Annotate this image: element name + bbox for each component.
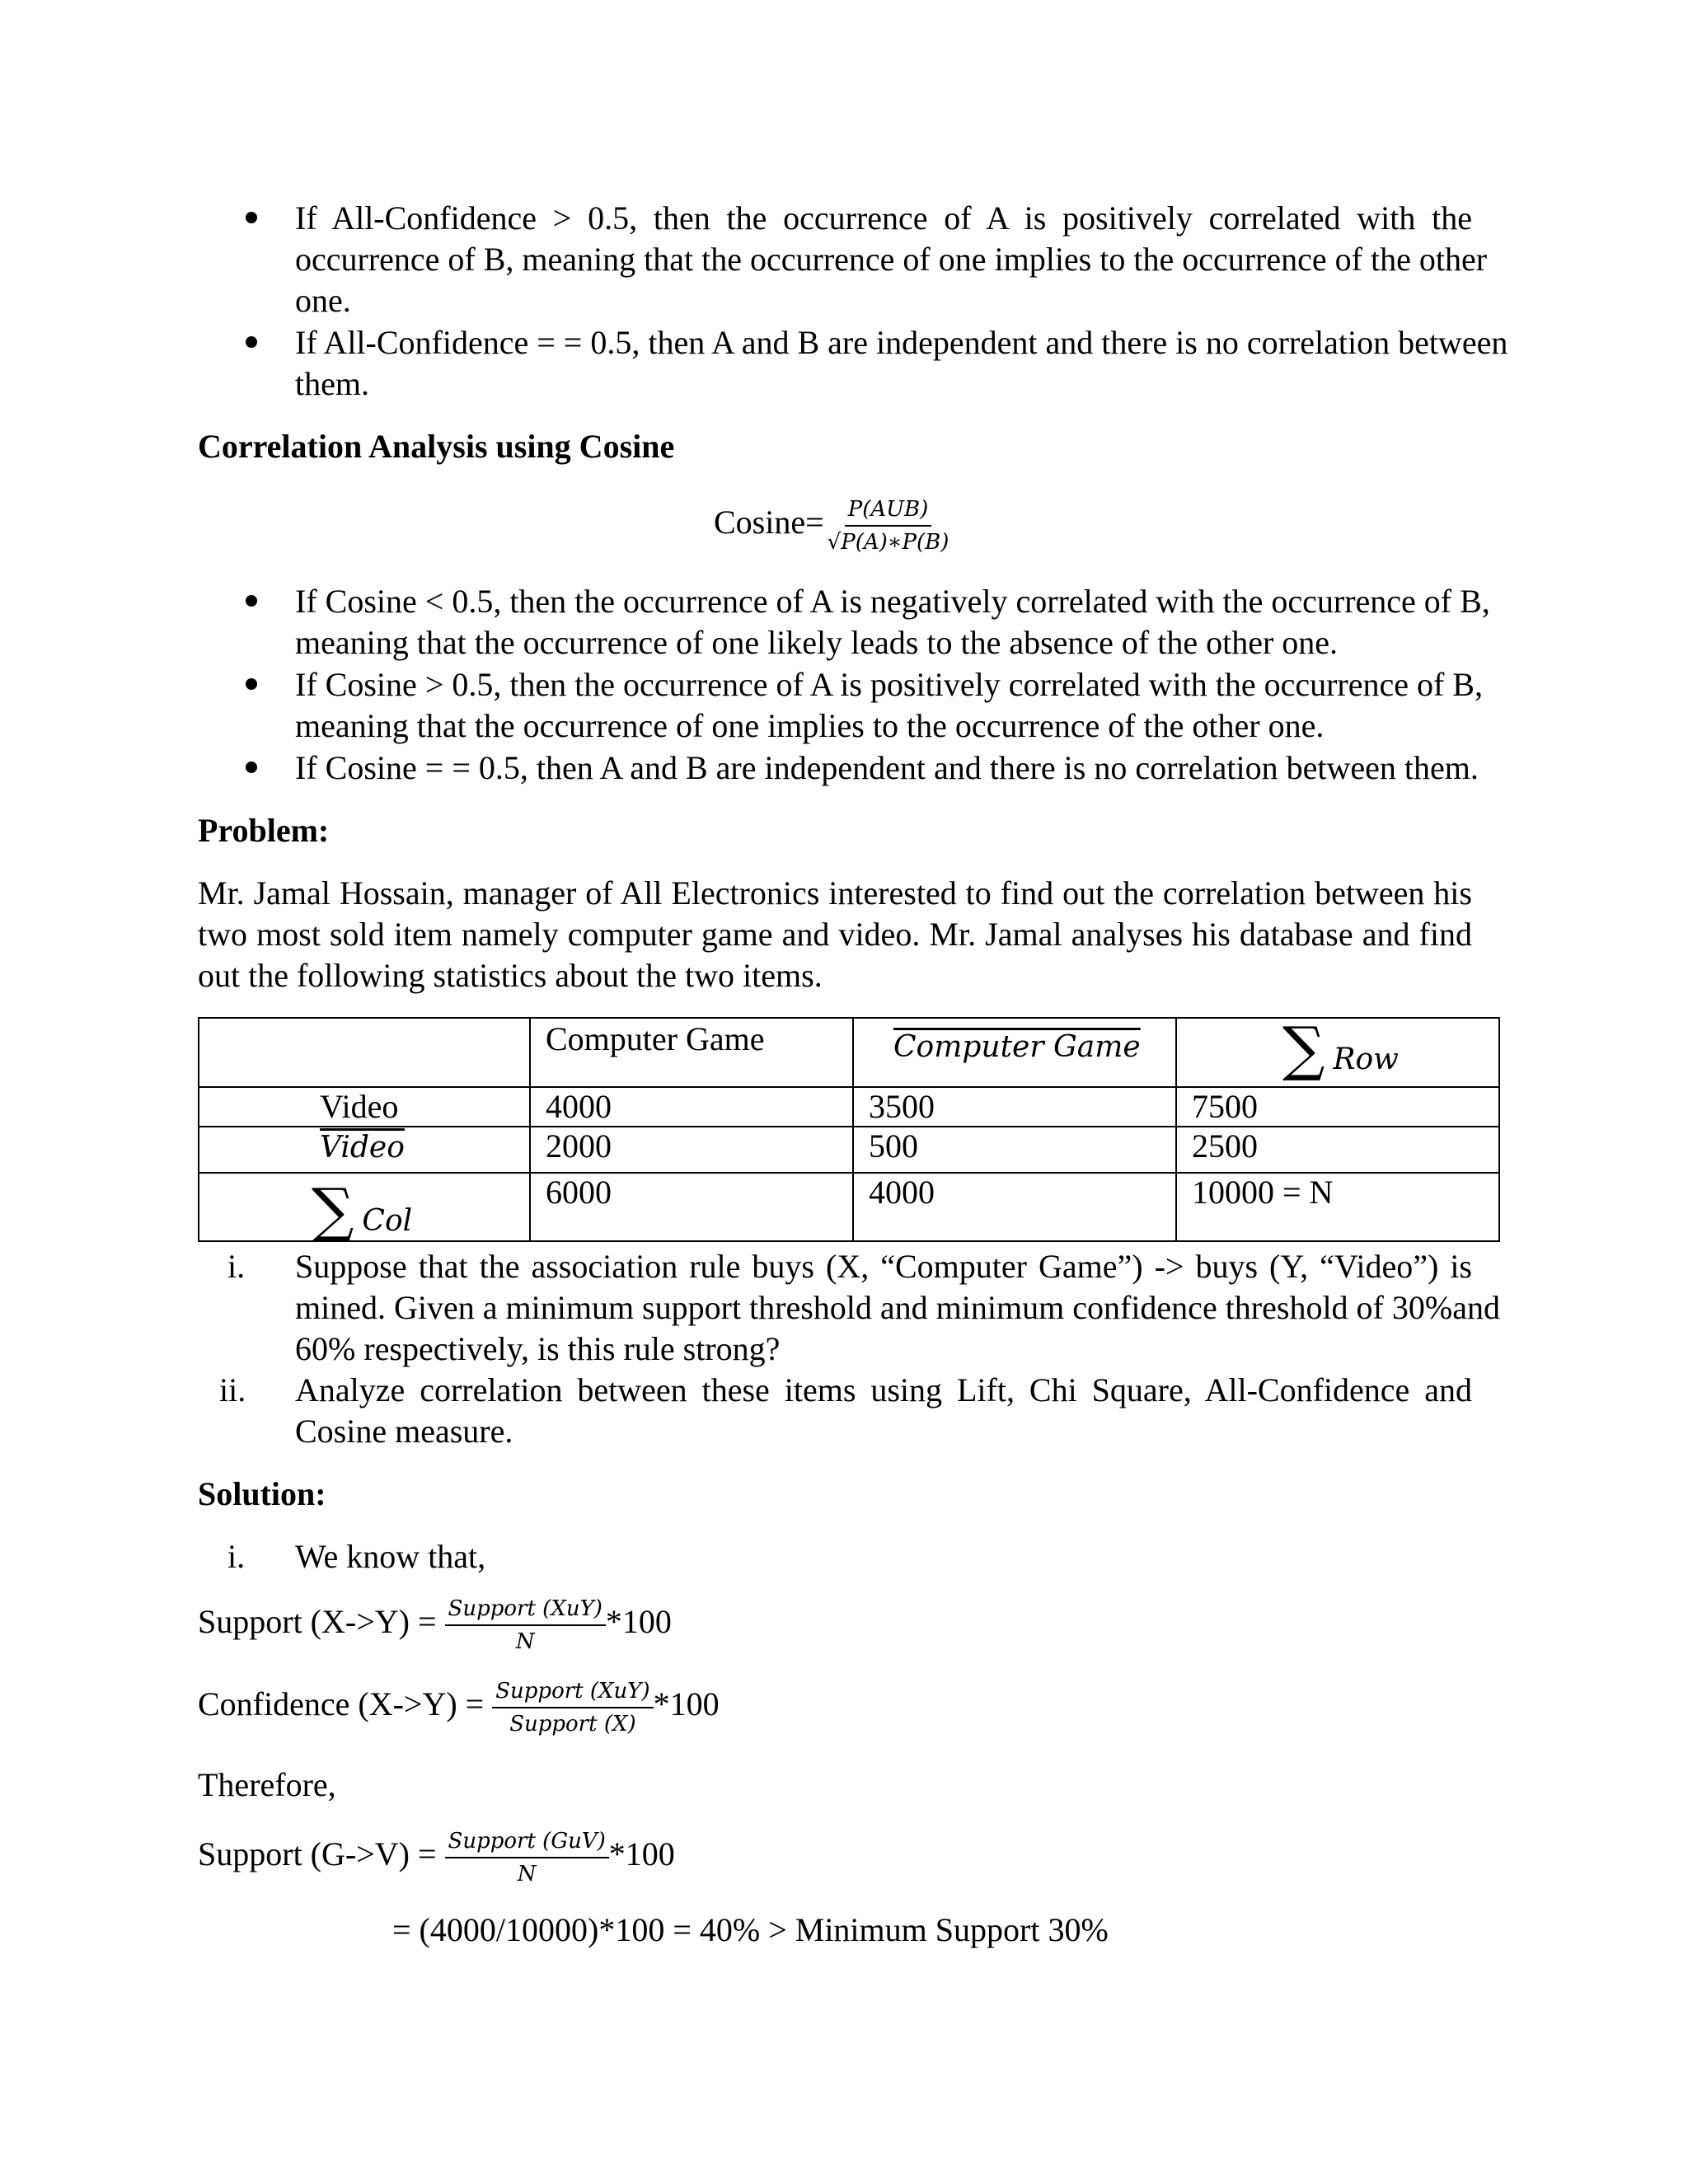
table-corner-cell — [199, 1018, 530, 1087]
cell-value: 2500 — [1176, 1127, 1499, 1173]
confidence-fraction — [492, 1677, 653, 1738]
row-label-not-video — [199, 1127, 530, 1173]
allconf-bullet-2-line-1: If All-Confidence = = 0.5, then A and B are independent and there is no correlation between — [295, 324, 1508, 361]
cosine-bullet-2-line-2: meaning that the occurrence of one implies to the occurrence of the other one. — [295, 707, 1325, 744]
bullet-dot — [246, 595, 257, 607]
allconf-bullet-1-line-2: occurrence of B, meaning that the occurrence of one implies to the occurrence of the other — [295, 241, 1488, 278]
table-row — [199, 1173, 1499, 1241]
cosine-numerator: P(AUB) — [845, 495, 932, 527]
table-header-row — [199, 1018, 1499, 1087]
sigma-icon: ∑ — [1282, 1014, 1325, 1083]
video-label: Video — [320, 1088, 399, 1125]
cosine-fraction — [824, 495, 953, 556]
header-not-computer-game — [853, 1018, 1176, 1087]
support-gv-formula — [198, 1821, 675, 1888]
sigma-icon: ∑ — [312, 1175, 354, 1244]
support-gv-multiplier: *100 — [608, 1835, 675, 1872]
confidence-formula-label: Confidence (X->Y) = — [198, 1685, 485, 1722]
cosine-bullet-2-line-1: If Cosine > 0.5, then the occurrence of A is positively correlated with the occurrence of B, — [295, 666, 1483, 703]
cosine-formula — [714, 490, 952, 556]
allconf-bullet-1-line-1: If All-Confidence > 0.5, then the occurrence of A is positively correlated with the — [295, 199, 1472, 237]
row-label-col-sum — [199, 1173, 530, 1244]
therefore-text: Therefore, — [198, 1766, 336, 1803]
confidence-formula — [198, 1671, 720, 1738]
solution-heading: Solution: — [198, 1475, 326, 1512]
problem-line-1: Mr. Jamal Hossain, manager of All Electronics interested to find out the correlation between his — [198, 874, 1472, 912]
support-gv-denominator: N — [517, 1861, 537, 1886]
allconf-bullet-2-line-2: them. — [295, 365, 369, 402]
support-numerator: Support (XuY) — [445, 1595, 606, 1626]
cosine-bullet-1-line-1: If Cosine < 0.5, then the occurrence of A is negatively correlated with the occurrence of B, — [295, 583, 1490, 620]
question-1-line-3: 60% respectively, is this rule strong? — [295, 1330, 781, 1367]
not-computer-game-label: Computer Game — [893, 1030, 1141, 1064]
cell-value: 4000 — [853, 1173, 1176, 1241]
cell-value: 10000 = N — [1176, 1173, 1499, 1241]
support-gv-numerator: Support (GuV) — [445, 1827, 609, 1858]
support-gv-fraction — [445, 1827, 609, 1888]
confidence-multiplier: *100 — [653, 1685, 720, 1722]
question-1-line-1: Suppose that the association rule buys (X, “Computer Game”) -> buys (Y, “Video”) is — [295, 1248, 1472, 1285]
support-gv-label: Support (G->V) = — [198, 1835, 437, 1872]
header-row-sum — [1176, 1014, 1499, 1087]
question-1-number: i. — [227, 1248, 246, 1285]
cell-value: 2000 — [530, 1127, 853, 1173]
cell-value: 4000 — [530, 1087, 853, 1127]
support-fraction — [445, 1595, 606, 1656]
confidence-denominator: Support (X) — [509, 1711, 636, 1736]
col-sum-label: Col — [362, 1204, 413, 1238]
solution-step-text: We know that, — [295, 1538, 486, 1575]
bullet-dot — [246, 762, 257, 773]
question-1-line-2: mined. Given a minimum support threshold and minimum confidence threshold of 30%and — [295, 1289, 1500, 1326]
cell-value: 7500 — [1176, 1087, 1499, 1127]
support-result-line: = (4000/10000)*100 = 40% > Minimum Support 30% — [392, 1911, 1109, 1948]
support-denominator: N — [515, 1629, 535, 1654]
header-computer-game: Computer Game — [530, 1018, 853, 1087]
cosine-bullet-3-line-1: If Cosine = = 0.5, then A and B are independent and there is no correlation between them. — [295, 749, 1479, 786]
not-video-label: Video — [320, 1131, 405, 1165]
table-row — [199, 1087, 1499, 1127]
question-2-number: ii. — [219, 1371, 246, 1408]
problem-line-2: two most sold item namely computer game and video. Mr. Jamal analyses his database and find — [198, 916, 1472, 953]
statistics-table — [198, 1014, 1500, 1244]
row-label-video — [199, 1087, 530, 1127]
bullet-dot — [246, 678, 257, 690]
question-2-line-2: Cosine measure. — [295, 1413, 513, 1450]
cosine-formula-label: Cosine= — [714, 504, 824, 541]
problem-line-3: out the following statistics about the two items. — [198, 957, 823, 994]
support-formula-label: Support (X->Y) = — [198, 1603, 437, 1640]
allconf-bullet-1-line-3: one. — [295, 282, 351, 319]
question-2-line-1: Analyze correlation between these items using Lift, Chi Square, All-Confidence and — [295, 1371, 1472, 1408]
cell-value: 6000 — [530, 1173, 853, 1241]
cosine-heading: Correlation Analysis using Cosine — [198, 428, 675, 465]
cell-value: 3500 — [853, 1087, 1176, 1127]
support-formula — [198, 1589, 672, 1656]
problem-heading: Problem: — [198, 812, 330, 849]
solution-step-number: i. — [227, 1538, 246, 1575]
confidence-numerator: Support (XuY) — [492, 1677, 653, 1708]
table-row — [199, 1127, 1499, 1173]
bullet-dot — [246, 212, 257, 223]
support-multiplier: *100 — [605, 1603, 672, 1640]
row-sum-label: Row — [1333, 1043, 1399, 1076]
cosine-denominator: √P(A)∗P(B) — [827, 529, 950, 555]
cell-value: 500 — [853, 1127, 1176, 1173]
cosine-bullet-1-line-2: meaning that the occurrence of one likely leads to the absence of the other one. — [295, 624, 1339, 661]
bullet-dot — [246, 336, 257, 348]
